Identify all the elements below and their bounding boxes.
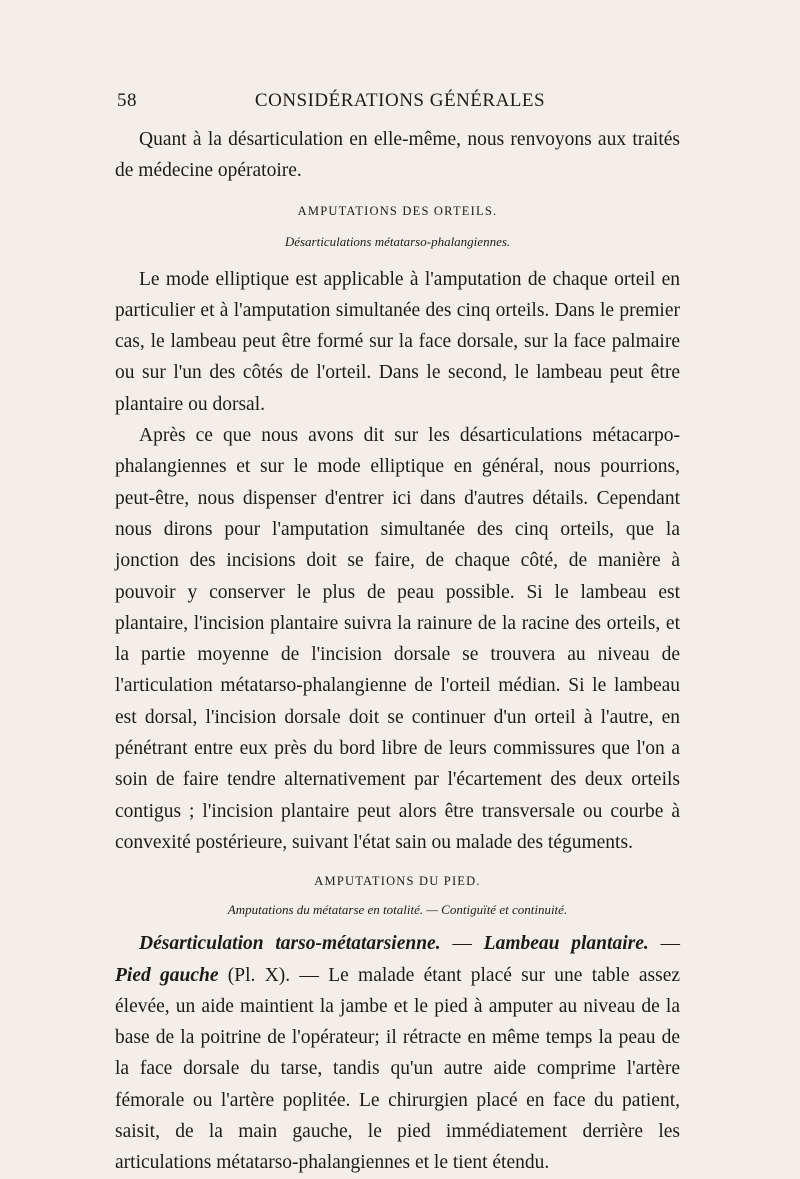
running-title: CONSIDÉRATIONS GÉNÉRALES xyxy=(254,90,546,111)
plate-reference: (Pl. X). — xyxy=(218,964,329,986)
page-header xyxy=(0,90,800,120)
subsection-heading-toes: Désarticulations métatarso-phalangiennes. xyxy=(284,233,511,249)
section-heading-toes: AMPUTATIONS DES ORTEILS. xyxy=(297,203,498,218)
page-number: 58 xyxy=(117,90,137,111)
subsection-heading-foot: Amputations du métatarse en totalité. — Contiguïté et continuité. xyxy=(227,902,568,918)
page-body xyxy=(115,124,680,1179)
lead-title: Désarticulation tarso-métatarsienne. xyxy=(139,933,441,955)
paragraph-tarso-metatarsal xyxy=(115,928,680,1178)
paragraph-text: Le malade étant placé sur une table assez élevée, un aide maintient la jambe et le pied à amputer au niveau de la base de la poitrine de l'opérateur; il rétracte en même temps la peau de la face dorsale du tarse, tandis qu'un autre aide comprime l'artère fémorale ou l'artère poplitée. Le chirurgien placé en face du patient, saisit, de la main gauche, le pied immédiatement derrière les articulations métatarso-phalangiennes et le tient étendu. xyxy=(115,964,681,1174)
lead-separator: — xyxy=(648,933,681,955)
lead-flap: Lambeau plantaire. xyxy=(483,933,649,955)
lead-separator: — xyxy=(440,933,484,955)
paragraph-elliptic-mode: Le mode elliptique est applicable à l'amputation de chaque orteil en particulier et à l'amputation simultanée des cinq orteils. Dans le premier cas, le lambeau peut être formé sur la face dorsale, sur la face palmaire ou sur l'un des côtés de l'orteil. Dans le second, le lambeau peut être plantaire ou dorsal. xyxy=(115,268,680,415)
paragraph-five-toes: Après ce que nous avons dit sur les désarticulations métacarpo-phalangiennes et sur le mode elliptique en général, nous pourrions, peut-être, nous dispenser d'entrer ici dans d'autres détails. Cependant nous dirons pour l'amputation simultanée des cinq orteils, que la jonction des incisions doit se faire, de chaque côté, de manière à pouvoir y conserver le plus de peau possible. Si le lambeau est plantaire, l'incision plantaire suivra la rainure de la racine des orteils, et la partie moyenne de l'incision dorsale se trouvera au niveau de l'articulation métatarso-phalangienne de l'orteil médian. Si le lambeau est dorsal, l'incision dorsale doit se continuer d'un orteil à l'autre, en pénétrant entre eux près du bord libre de leurs commissures que l'on a soin de faire tendre alternativement par l'écartement des deux orteils contigus ; l'incision plantaire peut alors être transversale ou courbe à convexité postérieure, suivant l'état sain ou malade des téguments. xyxy=(115,425,680,853)
intro-paragraph: Quant à la désarticulation en elle-même, nous renvoyons aux traités de médecine opératoire. xyxy=(115,129,680,182)
lead-side: Pied gauche xyxy=(115,964,219,986)
section-heading-foot: AMPUTATIONS DU PIED. xyxy=(314,874,481,889)
